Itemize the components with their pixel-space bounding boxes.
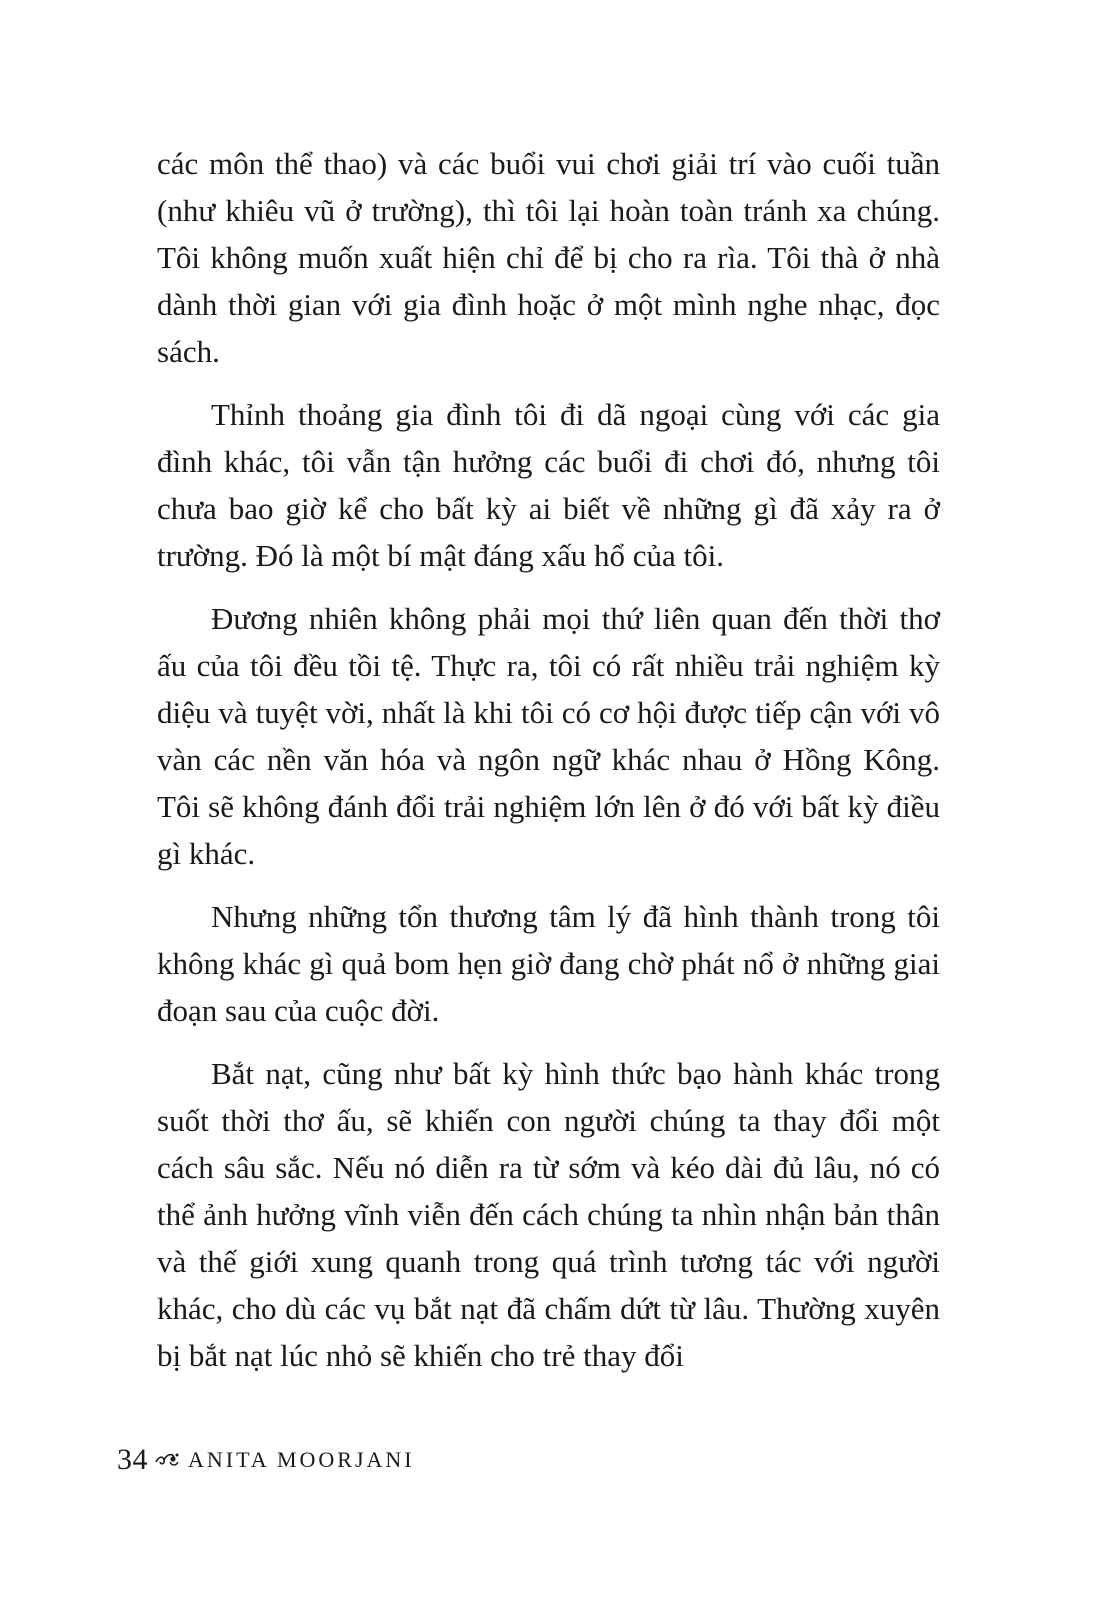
- body-text: [157, 140, 940, 1395]
- floral-ornament-icon: [154, 1450, 180, 1470]
- running-footer: [117, 1440, 415, 1480]
- author-name: ANITA MOORJANI: [188, 1447, 415, 1472]
- paragraph-1: các môn thể thao) và các buổi vui chơi giải trí vào cuối tuần (như khiêu vũ ở trường), thì tôi lại hoàn toàn tránh xa chúng. Tôi không muốn xuất hiện chỉ để bị cho ra rìa. Tôi thà ở nhà dành thời gian với gia đình hoặc ở một mình nghe nhạc, đọc sách.: [157, 146, 940, 369]
- paragraph-4: Nhưng những tổn thương tâm lý đã hình thành trong tôi không khác gì quả bom hẹn giờ đang chờ phát nổ ở những giai đoạn sau của cuộc đời.: [157, 899, 940, 1028]
- paragraph-2: Thỉnh thoảng gia đình tôi đi dã ngoại cùng với các gia đình khác, tôi vẫn tận hưởng các buổi đi chơi đó, nhưng tôi chưa bao giờ kể cho bất kỳ ai biết về những gì đã xảy ra ở trường. Đó là một bí mật đáng xấu hổ của tôi.: [157, 397, 940, 573]
- paragraph-5: Bắt nạt, cũng như bất kỳ hình thức bạo hành khác trong suốt thời thơ ấu, sẽ khiến con người chúng ta thay đổi một cách sâu sắc. Nếu nó diễn ra từ sớm và kéo dài đủ lâu, nó có thể ảnh hưởng vĩnh viễn đến cách chúng ta nhìn nhận bản thân và thế giới xung quanh trong quá trình tương tác với người khác, cho dù các vụ bắt nạt đã chấm dứt từ lâu. Thường xuyên bị bắt nạt lúc nhỏ sẽ khiến cho trẻ thay đổi: [157, 1056, 940, 1373]
- paragraph-3: Đương nhiên không phải mọi thứ liên quan đến thời thơ ấu của tôi đều tồi tệ. Thực ra, tôi có rất nhiều trải nghiệm kỳ diệu và tuyệt vời, nhất là khi tôi có cơ hội được tiếp cận với vô vàn các nền văn hóa và ngôn ngữ khác nhau ở Hồng Kông. Tôi sẽ không đánh đổi trải nghiệm lớn lên ở đó với bất kỳ điều gì khác.: [157, 601, 940, 871]
- page-number: 34: [117, 1443, 148, 1476]
